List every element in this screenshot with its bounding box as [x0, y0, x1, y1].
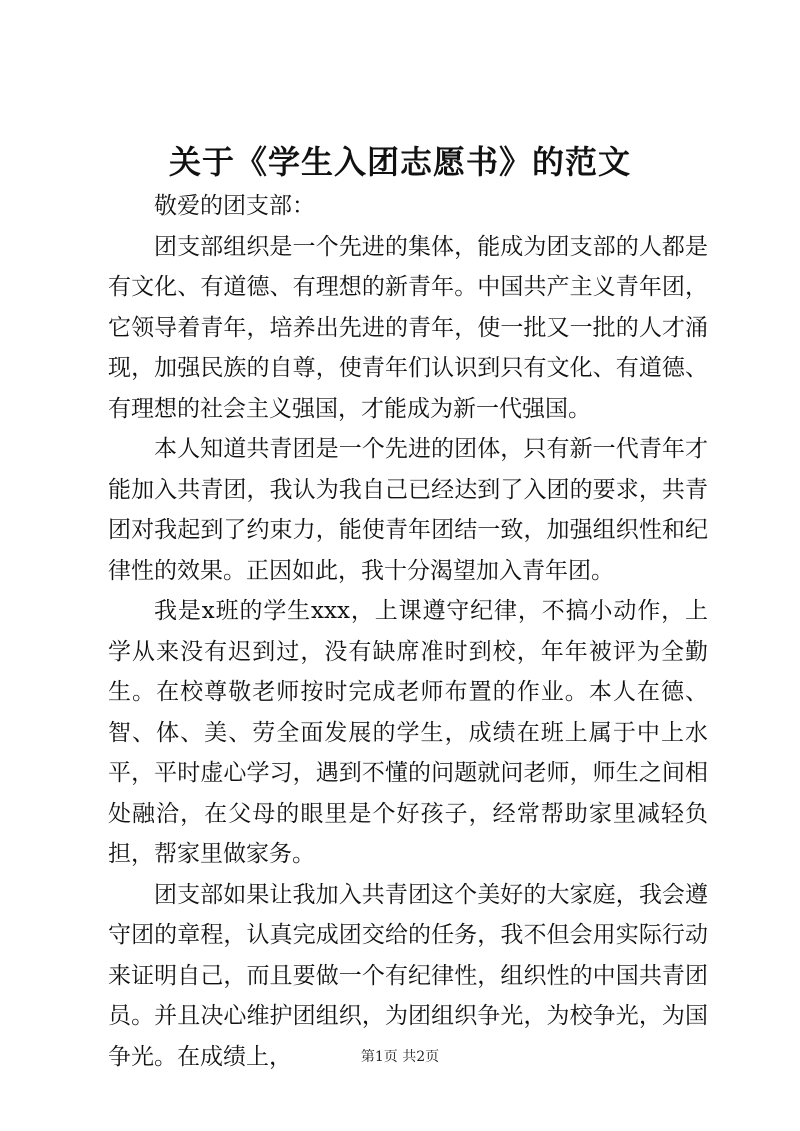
- document-title: 关于《学生入团志愿书》的范文: [168, 143, 631, 181]
- document-body: [108, 186, 708, 1077]
- paragraph-2: 本人知道共青团是一个先进的团体，只有新一代青年才能加入共青团，我认为我自己已经达到了入团的要求，共青团对我起到了约束力，能使青年团结一致，加强组织性和纪律性的效果。正因如此，我十分渴望加入青年团。: [108, 436, 708, 584]
- paragraph-1: 团支部组织是一个先进的集体，能成为团支部的人都是有文化、有道德、有理想的新青年。中国共产主义青年团，它领导着青年，培养出先进的青年，使一批又一批的人才涌现，加强民族的自尊，使青年们认识到只有文化、有道德、有理想的社会主义强国，才能成为新一代强国。: [108, 233, 708, 422]
- salutation: 敬爱的团支部：: [154, 193, 315, 219]
- page-number-footer: 第1页 共2页: [360, 1049, 440, 1065]
- paragraph-4: 团支部如果让我加入共青团这个美好的大家庭，我会遵守团的章程，认真完成团交给的任务，我不但会用实际行动来证明自己，而且要做一个有纪律性，组织性的中国共青团员。并且决心维护团组织，为团组织争光，为校争光，为国争光。在成绩上，: [108, 881, 708, 1070]
- paragraph-3: 我是x班的学生xxx，上课遵守纪律，不搞小动作，上学从来没有迟到过，没有缺席准时到校，年年被评为全勤生。在校尊敬老师按时完成老师布置的作业。本人在德、智、体、美、劳全面发展的学生，成绩在班上属于中上水平，平时虚心学习，遇到不懂的问题就问老师，师生之间相处融洽，在父母的眼里是个好孩子，经常帮助家里减轻负担，帮家里做家务。: [108, 598, 708, 867]
